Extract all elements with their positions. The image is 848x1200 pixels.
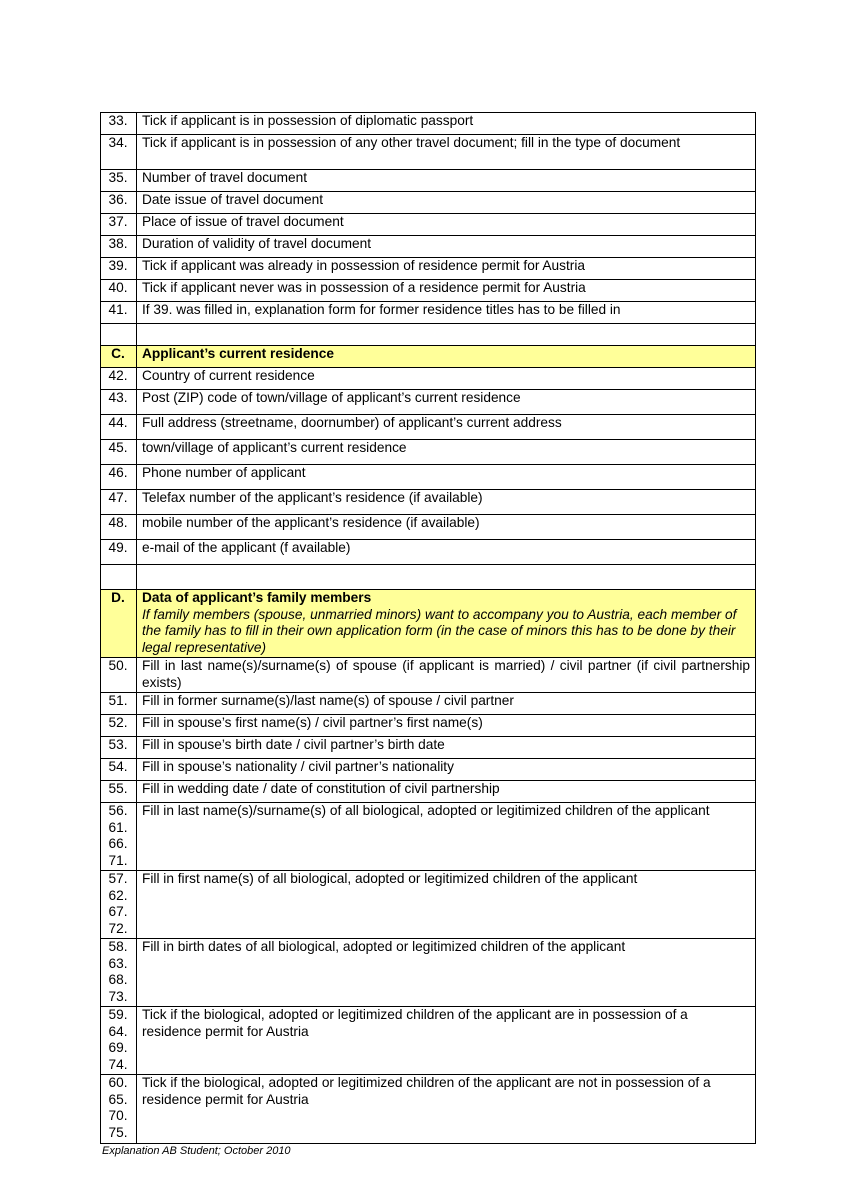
field-number-value: 63. — [108, 955, 128, 971]
field-number-value: 55. — [108, 781, 128, 796]
field-number-value: 47. — [108, 490, 128, 505]
field-number-value: 61. — [108, 819, 128, 835]
field-number-value: 53. — [108, 737, 128, 752]
field-row — [101, 515, 756, 540]
section-header-row — [101, 590, 756, 658]
field-number — [101, 490, 137, 515]
field-row — [101, 1007, 756, 1075]
field-number — [101, 214, 137, 236]
field-number — [101, 415, 137, 440]
field-description-text: Fill in last name(s)/surname(s) of all biological, adopted or legitimized children of the applicant — [142, 803, 710, 818]
field-number-value: 70. — [108, 1108, 128, 1123]
field-description-text: Fill in spouse’s birth date / civil partner’s birth date — [142, 737, 445, 752]
field-number-value: 37. — [108, 214, 128, 229]
field-description-text: Place of issue of travel document — [142, 214, 344, 229]
field-description — [137, 236, 756, 258]
field-number-value: 65. — [108, 1091, 128, 1107]
field-description-text: Fill in former surname(s)/last name(s) of spouse / civil partner — [142, 693, 514, 708]
field-description — [137, 871, 756, 939]
field-number — [101, 440, 137, 465]
section-instructions: If family members (spouse, unmarried minors) want to accompany you to Austria, each member of the family has to fill in their own application form (in the case of minors this has to be done by their legal representative) — [142, 606, 737, 655]
field-number-value: 75. — [108, 1124, 128, 1140]
field-row — [101, 368, 756, 390]
section-title — [137, 346, 756, 368]
field-number — [101, 258, 137, 280]
field-row — [101, 658, 756, 693]
field-description-text: mobile number of the applicant’s residence (if available) — [142, 515, 480, 530]
field-number-value: C. — [111, 346, 125, 361]
field-row — [101, 803, 756, 871]
field-description — [137, 135, 756, 170]
field-description-text: Full address (streetname, doornumber) of applicant’s current address — [142, 415, 562, 430]
field-description-text: Tick if the biological, adopted or legitimized children of the applicant are not in possession of a residence permit for Austria — [142, 1075, 711, 1107]
field-description — [137, 170, 756, 192]
field-description-text: Tick if applicant is in possession of diplomatic passport — [142, 113, 474, 128]
field-number-value: 59. — [108, 1007, 128, 1022]
field-number — [101, 346, 137, 368]
field-number — [101, 590, 137, 658]
field-number-value: 68. — [108, 972, 128, 987]
field-description-text: Post (ZIP) code of town/village of applicant’s current residence — [142, 390, 521, 405]
field-description — [137, 368, 756, 390]
field-number-value: 46. — [108, 465, 128, 480]
field-row — [101, 236, 756, 258]
field-description — [137, 803, 756, 871]
blank-row — [101, 565, 756, 590]
field-row — [101, 939, 756, 1007]
field-description — [137, 693, 756, 715]
field-number — [101, 192, 137, 214]
field-description-text: Phone number of applicant — [142, 465, 306, 480]
field-description — [137, 939, 756, 1007]
field-number — [101, 390, 137, 415]
field-number-value: 66. — [108, 836, 128, 851]
field-description — [137, 565, 756, 590]
field-description-text: Number of travel document — [142, 170, 308, 185]
field-number — [101, 135, 137, 170]
field-description — [137, 1007, 756, 1075]
field-row — [101, 490, 756, 515]
field-number — [101, 324, 137, 346]
field-number — [101, 803, 137, 871]
field-number-value: 69. — [108, 1040, 128, 1055]
field-row — [101, 415, 756, 440]
field-number-value: 33. — [108, 113, 128, 128]
field-description — [137, 658, 756, 693]
field-row — [101, 258, 756, 280]
field-number-value: 62. — [108, 887, 128, 903]
field-number-value: 38. — [108, 236, 128, 251]
section-title-text: Data of applicant’s family members — [142, 590, 372, 605]
field-description-text: Fill in spouse’s nationality / civil partner’s nationality — [142, 759, 454, 774]
field-number — [101, 302, 137, 324]
field-description — [137, 214, 756, 236]
field-row — [101, 192, 756, 214]
field-row — [101, 390, 756, 415]
field-number — [101, 113, 137, 135]
field-description-text: Fill in wedding date / date of constitution of civil partnership — [142, 781, 500, 796]
field-description-text: Tick if applicant was already in possession of residence permit for Austria — [142, 258, 586, 273]
field-number-value: 54. — [108, 759, 128, 774]
field-row — [101, 214, 756, 236]
field-number — [101, 693, 137, 715]
field-number-value: D. — [111, 590, 125, 605]
field-number-value: 41. — [108, 302, 128, 317]
field-description-text: Date issue of travel document — [142, 192, 324, 207]
field-row — [101, 465, 756, 490]
field-description-text: Fill in last name(s)/surname(s) of spouse (if applicant is married) / civil partner (if civil partnership exists) — [142, 658, 750, 690]
field-description — [137, 715, 756, 737]
field-row — [101, 440, 756, 465]
field-number-value: 39. — [108, 258, 128, 273]
field-number — [101, 540, 137, 565]
field-description — [137, 440, 756, 465]
field-row — [101, 170, 756, 192]
field-description — [137, 302, 756, 324]
field-row — [101, 781, 756, 803]
field-number — [101, 1007, 137, 1075]
field-description-text: Tick if the biological, adopted or legitimized children of the applicant are in possession of a residence permit for Austria — [142, 1007, 688, 1039]
field-number-value: 74. — [108, 1056, 128, 1072]
field-description — [137, 390, 756, 415]
field-description-text: Country of current residence — [142, 368, 315, 383]
field-number-value: 64. — [108, 1023, 128, 1039]
field-number — [101, 715, 137, 737]
field-description — [137, 781, 756, 803]
field-number-value: 49. — [108, 540, 128, 555]
field-description-text: Tick if applicant never was in possession of a residence permit for Austria — [142, 280, 586, 295]
field-number-value: 56. — [108, 803, 128, 818]
field-number — [101, 280, 137, 302]
section-title-text: Applicant’s current residence — [142, 346, 334, 361]
blank-row — [101, 324, 756, 346]
field-number — [101, 515, 137, 540]
field-number-value: 45. — [108, 440, 128, 455]
field-description — [137, 258, 756, 280]
field-number — [101, 781, 137, 803]
field-number — [101, 658, 137, 693]
field-number-value: 52. — [108, 715, 128, 730]
field-number-value: 60. — [108, 1075, 128, 1090]
field-number-value: 35. — [108, 170, 128, 185]
field-description — [137, 280, 756, 302]
field-row — [101, 280, 756, 302]
field-description — [137, 113, 756, 135]
form-fields-table — [100, 112, 756, 1144]
field-number-value: 40. — [108, 280, 128, 295]
field-number-value: 36. — [108, 192, 128, 207]
field-description-text: If 39. was filled in, explanation form for former residence titles has to be filled in — [142, 302, 621, 317]
field-description — [137, 540, 756, 565]
field-description-text: Fill in spouse’s first name(s) / civil partner’s first name(s) — [142, 715, 483, 730]
field-description-text: Fill in birth dates of all biological, adopted or legitimized children of the applicant — [142, 939, 626, 954]
field-description-text: Telefax number of the applicant’s residence (if available) — [142, 490, 483, 505]
field-number — [101, 1075, 137, 1144]
field-row — [101, 302, 756, 324]
field-row — [101, 693, 756, 715]
field-description-text: Fill in first name(s) of all biological, adopted or legitimized children of the applicant — [142, 871, 638, 886]
field-description-text: e-mail of the applicant (f available) — [142, 540, 351, 555]
field-description — [137, 737, 756, 759]
field-description — [137, 415, 756, 440]
field-number — [101, 871, 137, 939]
field-description-text: Duration of validity of travel document — [142, 236, 371, 251]
field-number — [101, 465, 137, 490]
field-number-value: 48. — [108, 515, 128, 530]
field-description — [137, 465, 756, 490]
field-description-text: Tick if applicant is in possession of any other travel document; fill in the type of document — [142, 135, 681, 150]
field-description — [137, 1075, 756, 1144]
field-number — [101, 565, 137, 590]
field-row — [101, 135, 756, 170]
field-number-value: 57. — [108, 871, 128, 886]
field-number — [101, 737, 137, 759]
field-row — [101, 737, 756, 759]
field-description-text: town/village of applicant’s current residence — [142, 440, 407, 455]
field-number-value: 51. — [108, 693, 128, 708]
field-row — [101, 1075, 756, 1144]
field-number-value: 42. — [108, 368, 128, 383]
field-number — [101, 170, 137, 192]
field-number — [101, 236, 137, 258]
page-footer: Explanation AB Student; October 2010 — [102, 1145, 291, 1157]
field-number — [101, 368, 137, 390]
field-number-value: 50. — [108, 658, 128, 673]
field-row — [101, 871, 756, 939]
field-description — [137, 324, 756, 346]
section-title — [137, 590, 756, 658]
field-number-value: 73. — [108, 988, 128, 1004]
field-description — [137, 515, 756, 540]
section-header-row — [101, 346, 756, 368]
field-number-value: 58. — [108, 939, 128, 954]
field-number — [101, 759, 137, 781]
field-number-value: 72. — [108, 920, 128, 936]
field-row — [101, 540, 756, 565]
field-number-value: 67. — [108, 904, 128, 919]
field-row — [101, 759, 756, 781]
field-row — [101, 113, 756, 135]
field-description — [137, 192, 756, 214]
field-row — [101, 715, 756, 737]
field-description — [137, 490, 756, 515]
field-number — [101, 939, 137, 1007]
field-number-value: 44. — [108, 415, 128, 430]
field-description — [137, 759, 756, 781]
field-number-value: 71. — [108, 852, 128, 868]
field-number-value: 43. — [108, 390, 128, 405]
field-number-value: 34. — [108, 135, 128, 150]
